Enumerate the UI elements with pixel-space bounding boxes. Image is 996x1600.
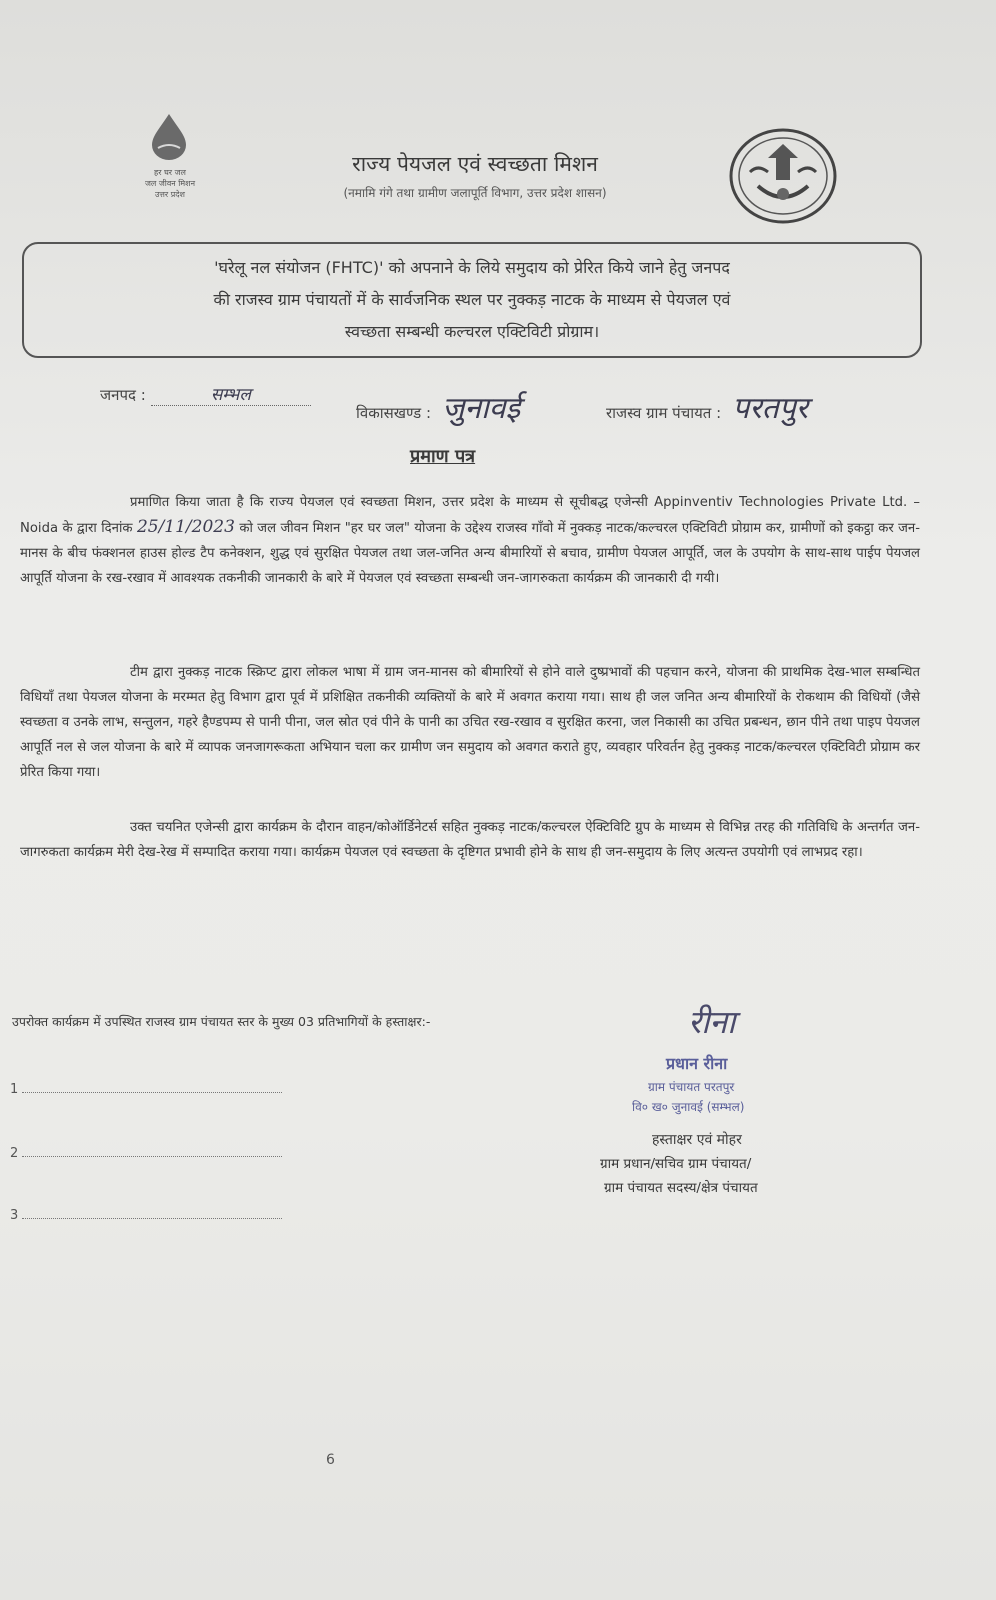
- handwritten-signature: रीना: [688, 1003, 736, 1041]
- banner-line-2: की राजस्व ग्राम पंचायतों में के सार्वजनिक स्थल पर नुक्कड़ नाटक के माध्यम से पेयजल एवं: [213, 290, 731, 309]
- district-field: [100, 382, 311, 406]
- village-label: राजस्व ग्राम पंचायत :: [606, 404, 722, 422]
- signature-label: हस्ताक्षर एवं मोहर: [652, 1132, 742, 1148]
- paragraph-3-text: उक्त चयनित एजेन्सी द्वारा कार्यक्रम के दौरान वाहन/कोऑर्डिनेटर्स सहित नुक्कड़ नाटक/कल्चरल ऐक्टिविटि ग्रुप के माध्यम से विभिन्न तरह की गतिविधि के अन्तर्गत जन-जागरुकता कार्यक्रम मेरी देख-रेख में सम्पादित कराया गया। कार्यक्रम पेयजल एवं स्वच्छता के दृष्टिगत प्रभावी होने के साथ ही जन-समुदाय के लिए अत्यन्त उपयोगी एवं लाभप्रद रहा।: [20, 820, 920, 860]
- logo-text-2: जल जीवन मिशन: [144, 179, 196, 188]
- participants-attestation: उपरोक्त कार्यक्रम में उपस्थित राजस्व ग्राम पंचायत स्तर के मुख्य 03 प्रतिभागियों के हस्ताक्षर:-: [12, 1014, 431, 1029]
- certificate-paragraph-2: [20, 660, 920, 785]
- certificate-paragraph-3: [20, 815, 920, 865]
- paragraph-1-continued: को जल जीवन मिशन "हर घर जल" योजना के उद्देश्य राजस्व गाँवो में नुक्कड़ नाटक/कल्चरल एक्टिविटी प्रोग्राम कर, ग्रामीणों को इकट्ठा कर जन-मानस के बीच फंक्शनल हाउस होल्ड टैप कनेक्शन, शुद्ध एवं सुरक्षित पेयजल तथा जल-जनित अन्य बीमारियों से बचाव, ग्रामीण पेयजल आपूर्ति, जल के उपयोग के साथ-साथ पाईप पेयजल आपूर्ति योजना के रख-रखाव में आवश्यक तकनीकी जानकारी के बारे में पेयजल एवं स्वच्छता सम्बन्धी जन-जागरुकता कार्यक्रम की जानकारी दी गयी।: [20, 521, 920, 586]
- page-title: राज्य पेयजल एवं स्वच्छता मिशन: [352, 152, 598, 176]
- paragraph-1-text: प्रमाणित किया जाता है कि राज्य पेयजल एवं स्वच्छता मिशन, उत्तर प्रदेश के माध्यम से सूचीबद्ध एजेन्सी Appinventiv Technologies Private Ltd. – Noida के द्वारा दिनांक: [20, 495, 920, 536]
- certificate-paragraph-1: [20, 490, 920, 591]
- block-field: [356, 386, 520, 427]
- village-value: परतपुर: [732, 391, 809, 426]
- participant-line-2: 2: [10, 1146, 282, 1161]
- logo-text-3: उत्तर प्रदेश: [155, 190, 185, 199]
- paragraph-2-text: टीम द्वारा नुक्कड़ नाटक स्क्रिप्ट द्वारा लोकल भाषा में ग्राम जन-मानस को बीमारियों से होने वाले दुष्प्रभावों की पहचान करने, योजना की प्राथमिक देख-भाल सम्बन्धित विधियाँ तथा पेयजल योजना के मरम्मत हेतु विभाग द्वारा पूर्व में प्रशिक्षित तकनीकी व्यक्तियों के बारे में अवगत कराया गया। साथ ही जल जनित अन्य बीमारियों के रोकथाम की विधियों (जैसे स्वच्छता व उनके लाभ, सन्तुलन, गहरे हैण्डपम्प से पानी पीना, जल स्रोत एवं पीने के पानी का उचित रख-रखाव व सुरक्षित करना, जल निकासी का उचित प्रबन्धन, छान पीने तथा पाइप पेयजल आपूर्ति नल से जल योजना के बारे में व्यापक जनजागरूकता अभियान चला कर ग्रामीण जन समुदाय को अवगत कराते हुए, व्यवहार परिवर्तन हेतु नुक्कड़ नाटक/कल्चरल एक्टिविटी प्रोग्राम कर प्रेरित किया गया।: [20, 665, 920, 780]
- footer-mark: 6: [326, 1452, 335, 1468]
- signatory-role-1: ग्राम प्रधान/सचिव ग्राम पंचायत/: [600, 1156, 752, 1172]
- jal-jeevan-mission-logo: [120, 110, 220, 210]
- program-banner: [22, 242, 922, 358]
- village-field: [606, 386, 808, 427]
- logo-text-1: हर घर जल: [154, 168, 186, 177]
- district-label: जनपद :: [100, 386, 146, 404]
- block-value: जुनावई: [442, 391, 521, 426]
- district-value: सम्भल: [210, 385, 251, 405]
- banner-line-3: स्वच्छता सम्बन्धी कल्चरल एक्टिविटी प्रोग्राम।: [344, 322, 600, 341]
- certificate-heading: प्रमाण पत्र: [410, 446, 476, 467]
- page-subtitle: (नमामि गंगे तथा ग्रामीण जलापूर्ति विभाग, उत्तर प्रदेश शासन): [343, 186, 607, 200]
- participant-line-1: 1: [10, 1082, 282, 1097]
- participant-line-3: 3: [10, 1208, 282, 1223]
- stamp-village: ग्राम पंचायत परतपुर: [648, 1080, 735, 1094]
- banner-line-1: 'घरेलू नल संयोजन (FHTC)' को अपनाने के लिये समुदाय को प्रेरित किये जाने हेतु जनपद: [214, 258, 730, 277]
- signatory-role-2: ग्राम पंचायत सदस्य/क्षेत्र पंचायत: [604, 1180, 758, 1196]
- water-drop-icon: [148, 112, 190, 162]
- up-government-emblem-icon: [728, 128, 838, 224]
- stamp-name: प्रधान रीना: [666, 1054, 728, 1073]
- program-date: 25/11/2023: [136, 517, 235, 537]
- block-label: विकासखण्ड :: [356, 404, 432, 422]
- stamp-block: वि० ख० जुनावई (सम्भल): [632, 1100, 745, 1114]
